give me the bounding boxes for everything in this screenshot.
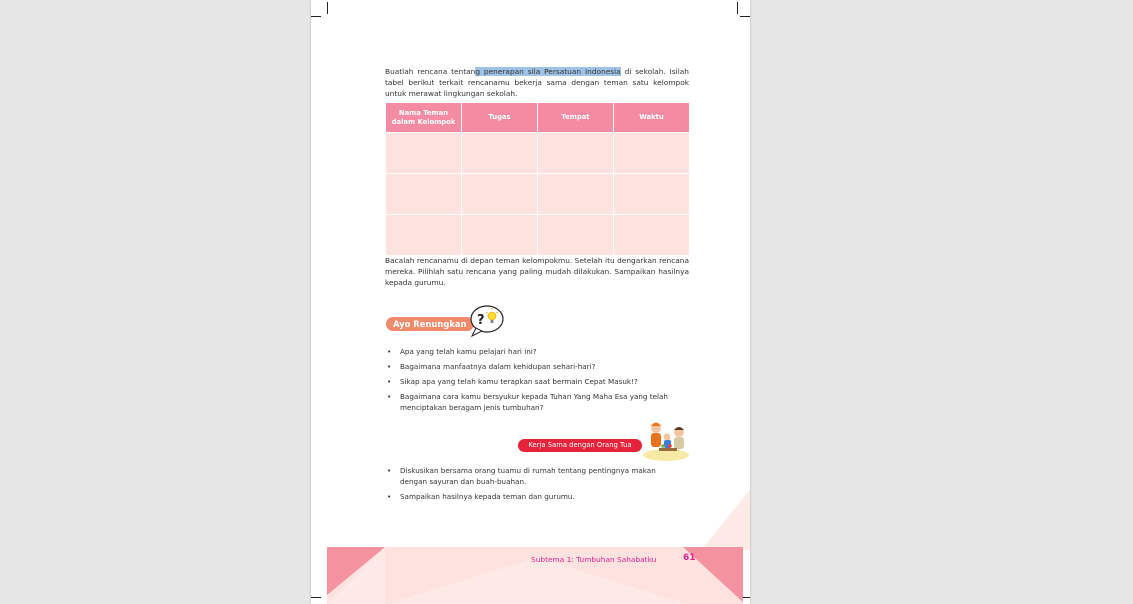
question-lightbulb-icon bbox=[468, 304, 505, 337]
instruction-paragraph: Bacalah rencanamu di depan teman kelompokmu. Setelah itu dengarkan rencana mereka. Pilihlah satu rencana yang paling mudah dilakukan. Sampaikan hasilnya kepada gurumu. bbox=[385, 256, 689, 287]
list-item: • Sikap apa yang telah kamu terapkan saat bermain Cepat Masuk!? bbox=[385, 377, 685, 388]
list-item: • Apa yang telah kamu pelajari hari ini? bbox=[385, 347, 685, 358]
table-cell bbox=[386, 133, 462, 174]
table-cell bbox=[386, 215, 462, 256]
table-cell bbox=[462, 215, 538, 256]
ayo-renungkan-heading: Ayo Renungkan bbox=[386, 317, 474, 331]
table-cell bbox=[538, 174, 614, 215]
table-cell bbox=[614, 133, 690, 174]
footer-subtema: Subtema 1: Tumbuhan Sahabatku bbox=[531, 555, 657, 564]
family-illustration bbox=[639, 419, 689, 461]
table-cell bbox=[462, 133, 538, 174]
table-cell bbox=[614, 174, 690, 215]
table-row bbox=[386, 215, 690, 256]
table-cell bbox=[538, 133, 614, 174]
list-item: • Bagaimana manfaatnya dalam kehidupan sehari-hari? bbox=[385, 362, 685, 373]
intro-text-start: Buatlah rencana tentan bbox=[385, 67, 476, 76]
ayo-renungkan-list bbox=[385, 347, 685, 418]
list-item: • Sampaikan hasilnya kepada teman dan gurumu. bbox=[385, 492, 685, 503]
table-cell bbox=[386, 174, 462, 215]
crop-mark-bottom-left-h bbox=[311, 597, 321, 598]
table-cell bbox=[614, 215, 690, 256]
svg-text:?: ? bbox=[477, 313, 485, 328]
selected-text-highlight[interactable]: g penerapan sila Persatuan Indonesia bbox=[475, 67, 621, 76]
table-row bbox=[386, 174, 690, 215]
header-waktu: Waktu bbox=[614, 103, 690, 133]
document-page bbox=[311, 0, 750, 604]
intro-paragraph bbox=[385, 66, 689, 99]
table-header-row bbox=[386, 103, 690, 133]
table-cell bbox=[538, 215, 614, 256]
intro-text-end: di sekolah. Isilah tabel berikut terkait rencanamu bekerja sama dengan teman satu kelompok untuk merawat lingkungan sekolah. bbox=[385, 67, 689, 98]
kerja-sama-list bbox=[385, 466, 685, 507]
crop-mark-top-left-h bbox=[311, 16, 321, 17]
plan-table bbox=[385, 102, 690, 256]
kerja-sama-heading: Kerja Sama dengan Orang Tua bbox=[518, 439, 642, 452]
header-nama-teman: Nama Teman dalam Kelompok bbox=[386, 103, 462, 133]
crop-mark-top-right-h bbox=[740, 16, 750, 17]
header-tugas: Tugas bbox=[462, 103, 538, 133]
page-number: 61 bbox=[683, 553, 696, 563]
list-item: • Bagaimana cara kamu bersyukur kepada Tuhan Yang Maha Esa yang telah menciptakan beragam jenis tumbuhan? bbox=[385, 392, 675, 413]
table-cell bbox=[462, 174, 538, 215]
crop-mark-top-left bbox=[327, 2, 328, 14]
crop-mark-top-right bbox=[737, 2, 738, 14]
table-row bbox=[386, 133, 690, 174]
header-tempat: Tempat bbox=[538, 103, 614, 133]
list-item: • Diskusikan bersama orang tuamu di rumah tentang pentingnya makan dengan sayuran dan buah-buahan. bbox=[385, 466, 680, 487]
